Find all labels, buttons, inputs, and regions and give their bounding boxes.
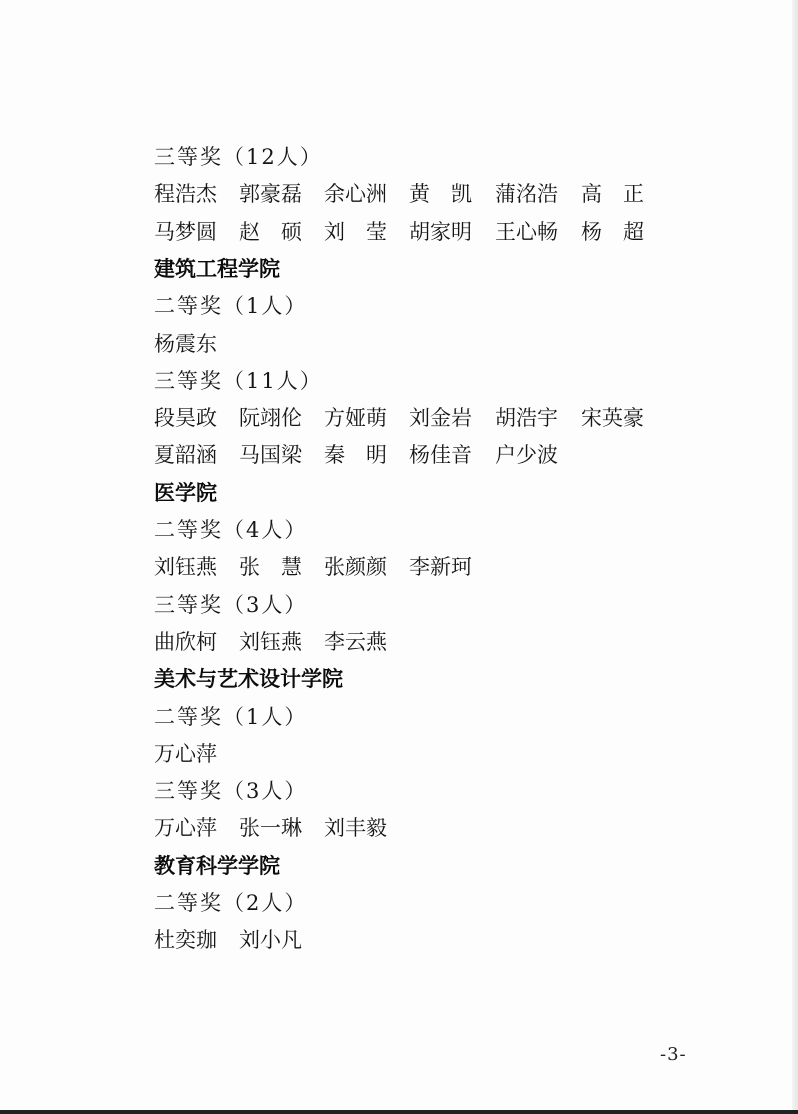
person-name: 张颜颜: [324, 555, 387, 579]
person-name: 马梦圆: [154, 220, 217, 244]
name-row: [154, 552, 714, 582]
person-name: 胡家明: [409, 220, 472, 244]
person-name: 郭豪磊: [239, 182, 302, 206]
person-name: 胡浩宇: [495, 406, 558, 430]
person-name: 李新珂: [409, 555, 472, 579]
award-heading: 三等奖（3人）: [154, 779, 308, 803]
person-name: 秦 明: [324, 443, 387, 467]
award-heading: 二等奖（1人）: [154, 294, 308, 318]
name-row: [154, 329, 714, 359]
name-row: [154, 627, 714, 657]
person-name: 马国梁: [239, 443, 302, 467]
person-name: 高 正: [581, 182, 644, 206]
person-name: 张 慧: [239, 555, 302, 579]
person-name: 户少波: [495, 443, 558, 467]
award-heading: 二等奖（4人）: [154, 518, 308, 542]
name-row: [154, 179, 714, 209]
person-name: 杨震东: [154, 332, 217, 356]
award-heading: 二等奖（1人）: [154, 705, 308, 729]
person-name: 刘 莹: [324, 220, 387, 244]
person-name: 李云燕: [324, 630, 387, 654]
person-name: 赵 硕: [239, 220, 302, 244]
name-row: [154, 440, 714, 470]
name-row: [154, 813, 714, 843]
college-heading: 美术与艺术设计学院: [154, 667, 343, 691]
scan-edge-right: [792, 0, 798, 1114]
person-name: 万心萍: [154, 816, 217, 840]
person-name: 曲欣柯: [154, 630, 217, 654]
person-name: 蒲洺浩: [495, 182, 558, 206]
person-name: 段昊政: [154, 406, 217, 430]
college-heading: 医学院: [154, 481, 217, 505]
person-name: 张一琳: [239, 816, 302, 840]
name-row: [154, 403, 714, 433]
person-name: 王心畅: [495, 220, 558, 244]
person-name: 程浩杰: [154, 182, 217, 206]
person-name: 黄 凯: [409, 182, 472, 206]
person-name: 杨佳音: [409, 443, 472, 467]
person-name: 刘丰毅: [324, 816, 387, 840]
award-heading: 三等奖（11人）: [154, 369, 323, 393]
person-name: 万心萍: [154, 742, 217, 766]
person-name: 余心洲: [324, 182, 387, 206]
college-heading: 教育科学学院: [154, 854, 280, 878]
name-row: [154, 217, 714, 247]
award-heading: 三等奖（12人）: [154, 145, 323, 169]
award-heading: 二等奖（2人）: [154, 891, 308, 915]
award-heading: 三等奖（3人）: [154, 593, 308, 617]
scan-edge-bottom: [0, 1110, 798, 1114]
person-name: 杨 超: [581, 220, 644, 244]
name-row: [154, 739, 714, 769]
person-name: 阮翊伦: [239, 406, 302, 430]
college-heading: 建筑工程学院: [154, 257, 280, 281]
person-name: 刘钰燕: [154, 555, 217, 579]
person-name: 杜奕珈: [154, 928, 217, 952]
person-name: 刘小凡: [239, 928, 302, 952]
name-row: [154, 925, 714, 955]
page-number: -3-: [660, 1044, 687, 1065]
person-name: 宋英豪: [581, 406, 644, 430]
person-name: 刘金岩: [409, 406, 472, 430]
person-name: 方娅萌: [324, 406, 387, 430]
person-name: 夏韶涵: [154, 443, 217, 467]
person-name: 刘钰燕: [239, 630, 302, 654]
